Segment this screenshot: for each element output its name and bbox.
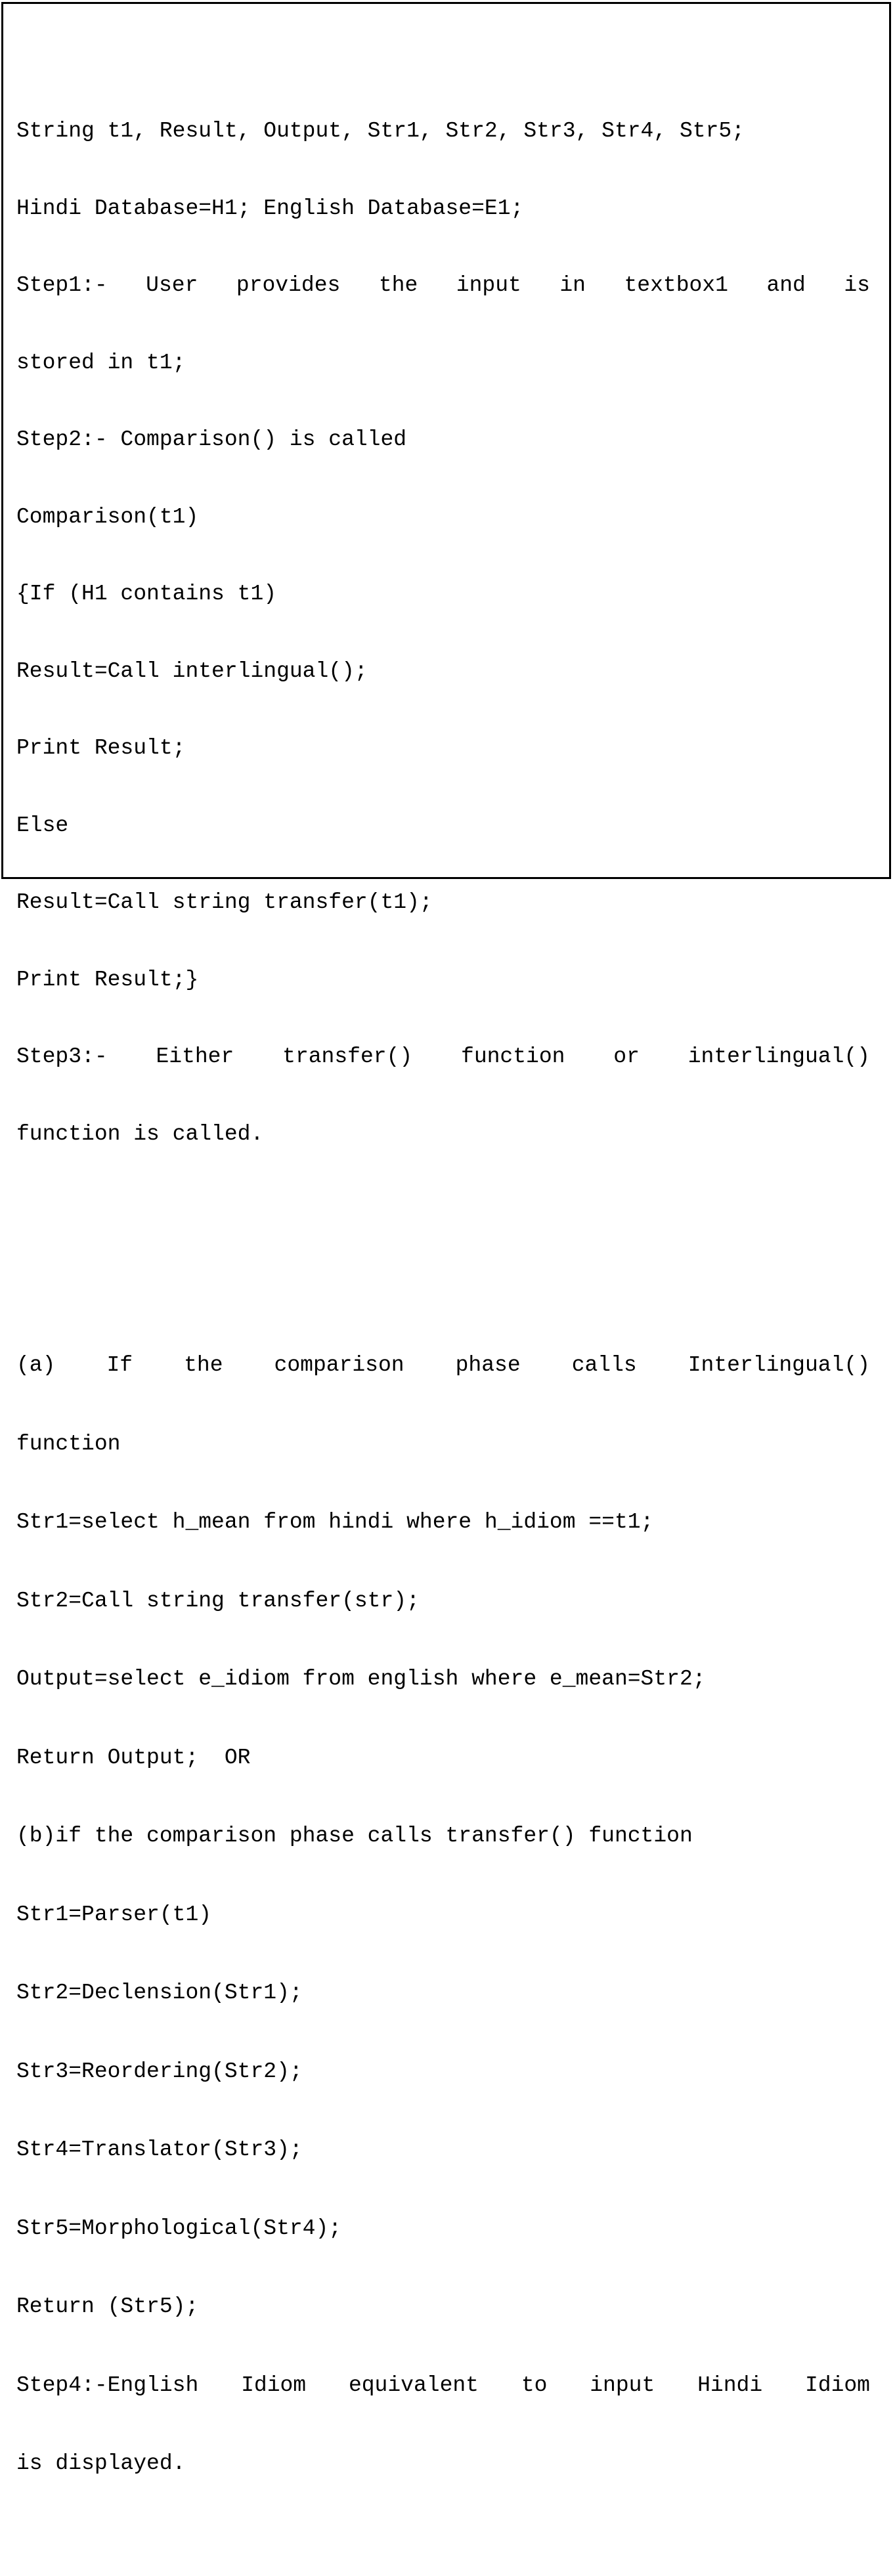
algorithm-block-2: [16, 1302, 870, 2527]
code-line: Result=Call interlingual();: [16, 658, 368, 683]
algorithm-block-1: [16, 68, 870, 1197]
code-line: Return (Str5);: [16, 2294, 199, 2319]
code-line: Output=select e_idiom from english where e_mean=Str2;: [16, 1667, 706, 1691]
code-line: Else: [16, 813, 69, 838]
code-line: {If (H1 contains t1): [16, 582, 277, 606]
code-line: Print Result;}: [16, 967, 199, 992]
code-line: Str1=select h_mean from hindi where h_idiom ==t1;: [16, 1510, 654, 1534]
code-line: Step2:- Comparison() is called: [16, 427, 407, 452]
code-line: Print Result;: [16, 736, 186, 760]
code-line: Step1:- User provides the input in textbox1 and is: [16, 273, 870, 297]
block-gap: [16, 1245, 870, 1253]
code-line: Str3=Reordering(Str2);: [16, 2059, 303, 2084]
algorithm-box: [1, 2, 891, 2476]
algorithm-code: [16, 20, 870, 2576]
code-line: Hindi Database=H1; English Database=E1;: [16, 196, 524, 221]
code-line: stored in t1;: [16, 350, 186, 375]
code-line: (a) If the comparison phase calls Interlingual(): [16, 1353, 870, 1377]
code-line: Str4=Translator(Str3);: [16, 2137, 303, 2162]
code-line: String t1, Result, Output, Str1, Str2, Str3, Str4, Str5;: [16, 119, 745, 143]
code-line: Str2=Call string transfer(str);: [16, 1588, 420, 1613]
code-line: Str2=Declension(Str1);: [16, 1981, 303, 2005]
code-line: function: [16, 1431, 121, 1456]
code-line: Str1=Parser(t1): [16, 1902, 212, 1927]
code-line: (b)if the comparison phase calls transfer() function: [16, 1824, 693, 1848]
code-line: function is called.: [16, 1121, 264, 1146]
code-line: is displayed.: [16, 2451, 186, 2476]
code-line: Return Output; OR: [16, 1745, 251, 1770]
code-line: Result=Call string transfer(t1);: [16, 890, 433, 914]
code-line: Comparison(t1): [16, 504, 199, 529]
code-line: Str5=Morphological(Str4);: [16, 2216, 342, 2241]
code-line: Step3:- Either transfer() function or interlingual(): [16, 1044, 870, 1069]
code-line: Step4:-English Idiom equivalent to input Hindi Idiom: [16, 2372, 870, 2397]
